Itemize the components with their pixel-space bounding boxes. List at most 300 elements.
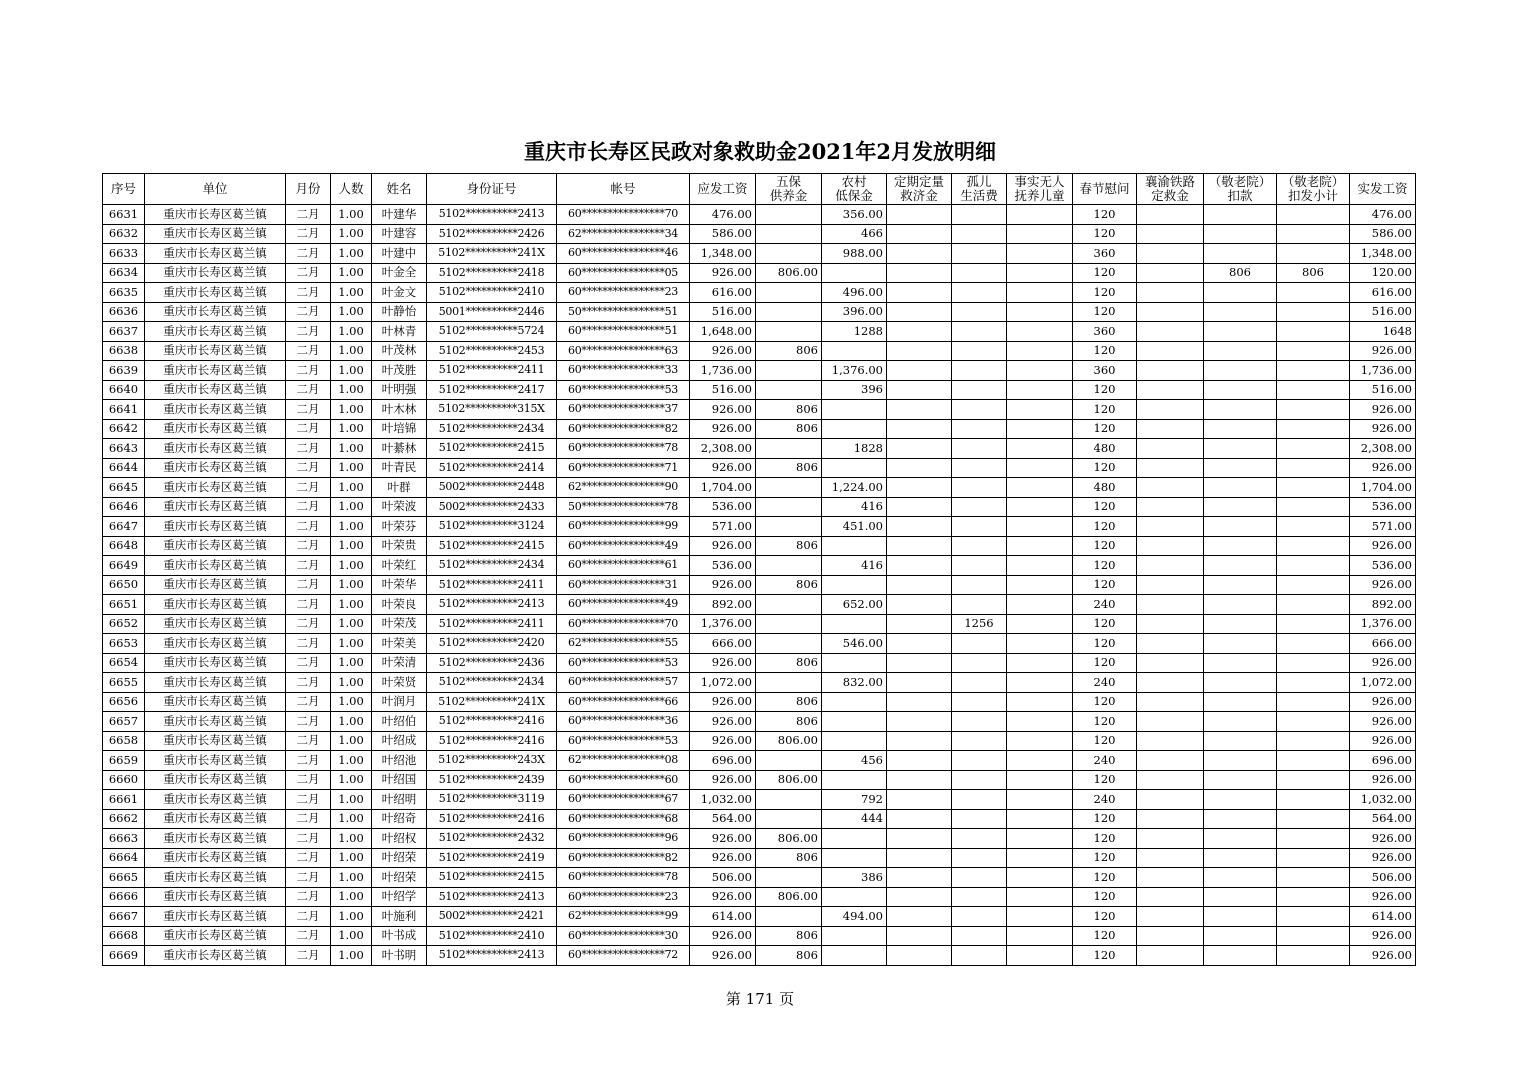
table-row: [103, 634, 1416, 654]
cell-id-number: 5102**********2410: [427, 283, 557, 303]
cell-payable: 926.00: [690, 926, 756, 946]
cell-payable: 926.00: [690, 712, 756, 732]
cell-deduction: [1204, 809, 1277, 829]
cell-orphan: [952, 497, 1007, 517]
cell-orphan: [952, 751, 1007, 771]
cell-wubao: [756, 478, 822, 498]
cell-dibao: 456: [822, 751, 887, 771]
cell-account: 60****************60: [557, 770, 690, 790]
cell-unit: 重庆市长寿区葛兰镇: [145, 673, 286, 693]
cell-month: 二月: [286, 205, 331, 225]
cell-unit: 重庆市长寿区葛兰镇: [145, 731, 286, 751]
cell-orphan: [952, 770, 1007, 790]
cell-festival: 120: [1073, 205, 1137, 225]
cell-unit: 重庆市长寿区葛兰镇: [145, 536, 286, 556]
cell-id-number: 5102**********2453: [427, 341, 557, 361]
cell-dibao: [822, 575, 887, 595]
cell-railway: [1137, 634, 1204, 654]
cell-seq: 6647: [103, 517, 145, 537]
cell-name: 叶群: [372, 478, 427, 498]
cell-orphan: [952, 517, 1007, 537]
cell-account: 60****************49: [557, 536, 690, 556]
cell-month: 二月: [286, 361, 331, 381]
cell-deduction-subtotal: [1277, 770, 1350, 790]
cell-unsupported-child: [1007, 829, 1073, 849]
cell-deduction: [1204, 458, 1277, 478]
cell-dibao: [822, 536, 887, 556]
cell-account: 60****************78: [557, 868, 690, 888]
cell-dibao: [822, 400, 887, 420]
cell-payable: 516.00: [690, 380, 756, 400]
cell-deduction: [1204, 380, 1277, 400]
table-row: [103, 673, 1416, 693]
cell-wubao: 806: [756, 400, 822, 420]
cell-wubao: 806: [756, 946, 822, 966]
cell-dibao: 1828: [822, 439, 887, 459]
cell-orphan: [952, 400, 1007, 420]
column-header-deduction: （敬老院） 扣款: [1204, 174, 1277, 205]
cell-railway: [1137, 536, 1204, 556]
cell-orphan: [952, 263, 1007, 283]
cell-unsupported-child: [1007, 536, 1073, 556]
cell-seq: 6660: [103, 770, 145, 790]
table-row: [103, 302, 1416, 322]
column-header-dibao: 农村 低保金: [822, 174, 887, 205]
cell-deduction: [1204, 751, 1277, 771]
cell-festival: 120: [1073, 263, 1137, 283]
cell-orphan: [952, 556, 1007, 576]
cell-seq: 6665: [103, 868, 145, 888]
cell-deduction: [1204, 361, 1277, 381]
cell-orphan: [952, 205, 1007, 225]
cell-festival: 120: [1073, 302, 1137, 322]
cell-actual: 536.00: [1350, 556, 1416, 576]
cell-month: 二月: [286, 770, 331, 790]
cell-month: 二月: [286, 653, 331, 673]
cell-unit: 重庆市长寿区葛兰镇: [145, 302, 286, 322]
table-row: [103, 517, 1416, 537]
cell-dibao: 396: [822, 380, 887, 400]
cell-deduction-subtotal: [1277, 302, 1350, 322]
cell-account: 60****************82: [557, 848, 690, 868]
table-row: [103, 322, 1416, 342]
cell-seq: 6643: [103, 439, 145, 459]
cell-unsupported-child: [1007, 809, 1073, 829]
cell-wubao: [756, 380, 822, 400]
cell-actual: 926.00: [1350, 341, 1416, 361]
cell-orphan: [952, 634, 1007, 654]
cell-actual: 926.00: [1350, 926, 1416, 946]
cell-month: 二月: [286, 790, 331, 810]
cell-actual: 506.00: [1350, 868, 1416, 888]
cell-dibao: 356.00: [822, 205, 887, 225]
cell-deduction: [1204, 497, 1277, 517]
cell-account: 60****************53: [557, 380, 690, 400]
cell-actual: 586.00: [1350, 224, 1416, 244]
cell-unit: 重庆市长寿区葛兰镇: [145, 751, 286, 771]
cell-wubao: [756, 361, 822, 381]
cell-dibao: 416: [822, 556, 887, 576]
cell-month: 二月: [286, 458, 331, 478]
cell-actual: 926.00: [1350, 575, 1416, 595]
cell-payable: 696.00: [690, 751, 756, 771]
cell-regular-relief: [887, 868, 952, 888]
table-row: [103, 341, 1416, 361]
cell-festival: 120: [1073, 419, 1137, 439]
cell-unit: 重庆市长寿区葛兰镇: [145, 556, 286, 576]
cell-payable: 926.00: [690, 341, 756, 361]
cell-deduction: [1204, 829, 1277, 849]
cell-name: 叶建容: [372, 224, 427, 244]
cell-deduction: [1204, 848, 1277, 868]
cell-railway: [1137, 673, 1204, 693]
cell-deduction: [1204, 322, 1277, 342]
cell-id-number: 5102**********2416: [427, 712, 557, 732]
cell-count: 1.00: [331, 809, 372, 829]
cell-railway: [1137, 380, 1204, 400]
cell-wubao: 806: [756, 419, 822, 439]
cell-wubao: [756, 497, 822, 517]
cell-regular-relief: [887, 517, 952, 537]
cell-regular-relief: [887, 809, 952, 829]
cell-id-number: 5102**********2413: [427, 887, 557, 907]
cell-dibao: [822, 419, 887, 439]
cell-festival: 240: [1073, 595, 1137, 615]
cell-unsupported-child: [1007, 770, 1073, 790]
cell-regular-relief: [887, 536, 952, 556]
cell-account: 60****************67: [557, 790, 690, 810]
cell-seq: 6658: [103, 731, 145, 751]
cell-month: 二月: [286, 926, 331, 946]
cell-railway: [1137, 419, 1204, 439]
cell-festival: 120: [1073, 224, 1137, 244]
cell-deduction: [1204, 868, 1277, 888]
cell-regular-relief: [887, 907, 952, 927]
cell-count: 1.00: [331, 790, 372, 810]
cell-seq: 6664: [103, 848, 145, 868]
cell-count: 1.00: [331, 731, 372, 751]
cell-dibao: [822, 848, 887, 868]
cell-wubao: [756, 595, 822, 615]
table-row: [103, 458, 1416, 478]
cell-wubao: 806: [756, 692, 822, 712]
column-header-month: 月份: [286, 174, 331, 205]
cell-name: 叶施利: [372, 907, 427, 927]
cell-month: 二月: [286, 809, 331, 829]
cell-account: 62****************90: [557, 478, 690, 498]
cell-unsupported-child: [1007, 322, 1073, 342]
cell-deduction-subtotal: [1277, 692, 1350, 712]
cell-unsupported-child: [1007, 302, 1073, 322]
cell-wubao: 806: [756, 926, 822, 946]
cell-account: 60****************33: [557, 361, 690, 381]
cell-wubao: 806.00: [756, 829, 822, 849]
cell-id-number: 5102**********315X: [427, 400, 557, 420]
cell-name: 叶绍荣: [372, 868, 427, 888]
cell-deduction-subtotal: [1277, 458, 1350, 478]
cell-deduction-subtotal: [1277, 497, 1350, 517]
cell-month: 二月: [286, 302, 331, 322]
cell-count: 1.00: [331, 224, 372, 244]
cell-seq: 6644: [103, 458, 145, 478]
cell-month: 二月: [286, 517, 331, 537]
cell-count: 1.00: [331, 926, 372, 946]
cell-railway: [1137, 361, 1204, 381]
cell-count: 1.00: [331, 478, 372, 498]
cell-unit: 重庆市长寿区葛兰镇: [145, 848, 286, 868]
cell-seq: 6662: [103, 809, 145, 829]
cell-deduction: [1204, 595, 1277, 615]
cell-regular-relief: [887, 673, 952, 693]
cell-payable: 926.00: [690, 829, 756, 849]
table-row: [103, 497, 1416, 517]
table-row: [103, 400, 1416, 420]
cell-unsupported-child: [1007, 926, 1073, 946]
cell-unit: 重庆市长寿区葛兰镇: [145, 712, 286, 732]
cell-festival: 120: [1073, 887, 1137, 907]
cell-dibao: 494.00: [822, 907, 887, 927]
cell-account: 50****************78: [557, 497, 690, 517]
cell-id-number: 5102**********2414: [427, 458, 557, 478]
cell-id-number: 5102**********2413: [427, 205, 557, 225]
cell-orphan: [952, 244, 1007, 264]
cell-deduction: [1204, 419, 1277, 439]
cell-month: 二月: [286, 751, 331, 771]
cell-actual: 564.00: [1350, 809, 1416, 829]
cell-festival: 360: [1073, 244, 1137, 264]
cell-seq: 6659: [103, 751, 145, 771]
cell-orphan: [952, 341, 1007, 361]
cell-name: 叶荣良: [372, 595, 427, 615]
cell-deduction-subtotal: [1277, 751, 1350, 771]
cell-count: 1.00: [331, 595, 372, 615]
table-row: [103, 419, 1416, 439]
cell-deduction: [1204, 673, 1277, 693]
cell-payable: 2,308.00: [690, 439, 756, 459]
cell-seq: 6667: [103, 907, 145, 927]
cell-regular-relief: [887, 770, 952, 790]
table-row: [103, 848, 1416, 868]
cell-railway: [1137, 595, 1204, 615]
cell-dibao: 652.00: [822, 595, 887, 615]
cell-month: 二月: [286, 283, 331, 303]
cell-railway: [1137, 887, 1204, 907]
cell-actual: 536.00: [1350, 497, 1416, 517]
cell-regular-relief: [887, 634, 952, 654]
cell-wubao: 806: [756, 653, 822, 673]
cell-regular-relief: [887, 263, 952, 283]
cell-festival: 120: [1073, 692, 1137, 712]
cell-id-number: 5102**********2416: [427, 731, 557, 751]
cell-festival: 120: [1073, 731, 1137, 751]
cell-payable: 926.00: [690, 458, 756, 478]
table-row: [103, 868, 1416, 888]
cell-railway: [1137, 751, 1204, 771]
cell-id-number: 5102**********2413: [427, 595, 557, 615]
cell-payable: 926.00: [690, 536, 756, 556]
cell-payable: 926.00: [690, 653, 756, 673]
cell-wubao: 806: [756, 575, 822, 595]
table-row: [103, 692, 1416, 712]
cell-account: 62****************55: [557, 634, 690, 654]
cell-name: 叶荣波: [372, 497, 427, 517]
cell-account: 60****************51: [557, 322, 690, 342]
table-row: [103, 595, 1416, 615]
cell-dibao: 792: [822, 790, 887, 810]
cell-dibao: [822, 829, 887, 849]
cell-wubao: [756, 809, 822, 829]
cell-seq: 6640: [103, 380, 145, 400]
cell-id-number: 5102**********2434: [427, 419, 557, 439]
cell-railway: [1137, 946, 1204, 966]
cell-actual: 1,348.00: [1350, 244, 1416, 264]
cell-month: 二月: [286, 400, 331, 420]
table-row: [103, 205, 1416, 225]
cell-railway: [1137, 926, 1204, 946]
cell-payable: 536.00: [690, 497, 756, 517]
cell-count: 1.00: [331, 829, 372, 849]
cell-name: 叶荣贤: [372, 673, 427, 693]
cell-payable: 1,736.00: [690, 361, 756, 381]
cell-wubao: [756, 302, 822, 322]
cell-regular-relief: [887, 946, 952, 966]
cell-festival: 240: [1073, 790, 1137, 810]
cell-orphan: [952, 731, 1007, 751]
cell-count: 1.00: [331, 751, 372, 771]
cell-regular-relief: [887, 497, 952, 517]
cell-actual: 516.00: [1350, 302, 1416, 322]
cell-unit: 重庆市长寿区葛兰镇: [145, 770, 286, 790]
cell-payable: 926.00: [690, 946, 756, 966]
cell-deduction-subtotal: [1277, 361, 1350, 381]
cell-account: 60****************82: [557, 419, 690, 439]
cell-wubao: [756, 751, 822, 771]
cell-deduction-subtotal: [1277, 341, 1350, 361]
cell-month: 二月: [286, 556, 331, 576]
cell-festival: 120: [1073, 517, 1137, 537]
cell-account: 60****************36: [557, 712, 690, 732]
cell-month: 二月: [286, 712, 331, 732]
cell-payable: 666.00: [690, 634, 756, 654]
cell-id-number: 5102**********2434: [427, 673, 557, 693]
cell-festival: 120: [1073, 848, 1137, 868]
cell-count: 1.00: [331, 614, 372, 634]
table-row: [103, 946, 1416, 966]
cell-account: 60****************37: [557, 400, 690, 420]
cell-payable: 1,348.00: [690, 244, 756, 264]
cell-count: 1.00: [331, 673, 372, 693]
cell-festival: 120: [1073, 809, 1137, 829]
cell-orphan: [952, 380, 1007, 400]
cell-wubao: [756, 673, 822, 693]
cell-unsupported-child: [1007, 361, 1073, 381]
cell-wubao: [756, 907, 822, 927]
table-row: [103, 790, 1416, 810]
cell-account: 60****************66: [557, 692, 690, 712]
table-row: [103, 712, 1416, 732]
cell-unsupported-child: [1007, 887, 1073, 907]
cell-unit: 重庆市长寿区葛兰镇: [145, 458, 286, 478]
cell-wubao: 806.00: [756, 770, 822, 790]
cell-deduction: [1204, 224, 1277, 244]
cell-unsupported-child: [1007, 224, 1073, 244]
table-row: [103, 361, 1416, 381]
cell-unit: 重庆市长寿区葛兰镇: [145, 809, 286, 829]
cell-unsupported-child: [1007, 244, 1073, 264]
cell-seq: 6648: [103, 536, 145, 556]
cell-deduction: [1204, 712, 1277, 732]
cell-actual: 1648: [1350, 322, 1416, 342]
column-header-count: 人数: [331, 174, 372, 205]
cell-unsupported-child: [1007, 848, 1073, 868]
cell-id-number: 5102**********241X: [427, 244, 557, 264]
cell-actual: 926.00: [1350, 419, 1416, 439]
cell-orphan: [952, 361, 1007, 381]
cell-name: 叶静怡: [372, 302, 427, 322]
cell-regular-relief: [887, 458, 952, 478]
cell-actual: 926.00: [1350, 770, 1416, 790]
cell-deduction: [1204, 790, 1277, 810]
cell-deduction: [1204, 341, 1277, 361]
cell-unsupported-child: [1007, 419, 1073, 439]
cell-payable: 1,704.00: [690, 478, 756, 498]
cell-month: 二月: [286, 614, 331, 634]
cell-count: 1.00: [331, 692, 372, 712]
cell-seq: 6641: [103, 400, 145, 420]
cell-month: 二月: [286, 497, 331, 517]
cell-id-number: 5102**********2426: [427, 224, 557, 244]
cell-unit: 重庆市长寿区葛兰镇: [145, 497, 286, 517]
cell-deduction: [1204, 205, 1277, 225]
column-header-name: 姓名: [372, 174, 427, 205]
column-header-unit: 单位: [145, 174, 286, 205]
cell-deduction-subtotal: [1277, 283, 1350, 303]
cell-payable: 536.00: [690, 556, 756, 576]
cell-regular-relief: [887, 361, 952, 381]
cell-id-number: 5102**********2410: [427, 926, 557, 946]
cell-festival: 120: [1073, 712, 1137, 732]
cell-regular-relief: [887, 322, 952, 342]
cell-wubao: [756, 224, 822, 244]
cell-regular-relief: [887, 848, 952, 868]
cell-account: 60****************57: [557, 673, 690, 693]
cell-seq: 6651: [103, 595, 145, 615]
cell-wubao: [756, 614, 822, 634]
cell-orphan: [952, 439, 1007, 459]
cell-account: 60****************61: [557, 556, 690, 576]
cell-unsupported-child: [1007, 946, 1073, 966]
cell-deduction-subtotal: [1277, 517, 1350, 537]
cell-wubao: [756, 439, 822, 459]
cell-payable: 926.00: [690, 887, 756, 907]
cell-regular-relief: [887, 400, 952, 420]
cell-count: 1.00: [331, 458, 372, 478]
cell-payable: 926.00: [690, 419, 756, 439]
cell-orphan: [952, 848, 1007, 868]
cell-unit: 重庆市长寿区葛兰镇: [145, 692, 286, 712]
cell-payable: 506.00: [690, 868, 756, 888]
cell-wubao: [756, 790, 822, 810]
cell-deduction-subtotal: [1277, 536, 1350, 556]
cell-payable: 614.00: [690, 907, 756, 927]
cell-seq: 6663: [103, 829, 145, 849]
cell-dibao: [822, 614, 887, 634]
cell-month: 二月: [286, 263, 331, 283]
cell-regular-relief: [887, 887, 952, 907]
cell-month: 二月: [286, 244, 331, 264]
cell-payable: 1,072.00: [690, 673, 756, 693]
cell-unit: 重庆市长寿区葛兰镇: [145, 380, 286, 400]
